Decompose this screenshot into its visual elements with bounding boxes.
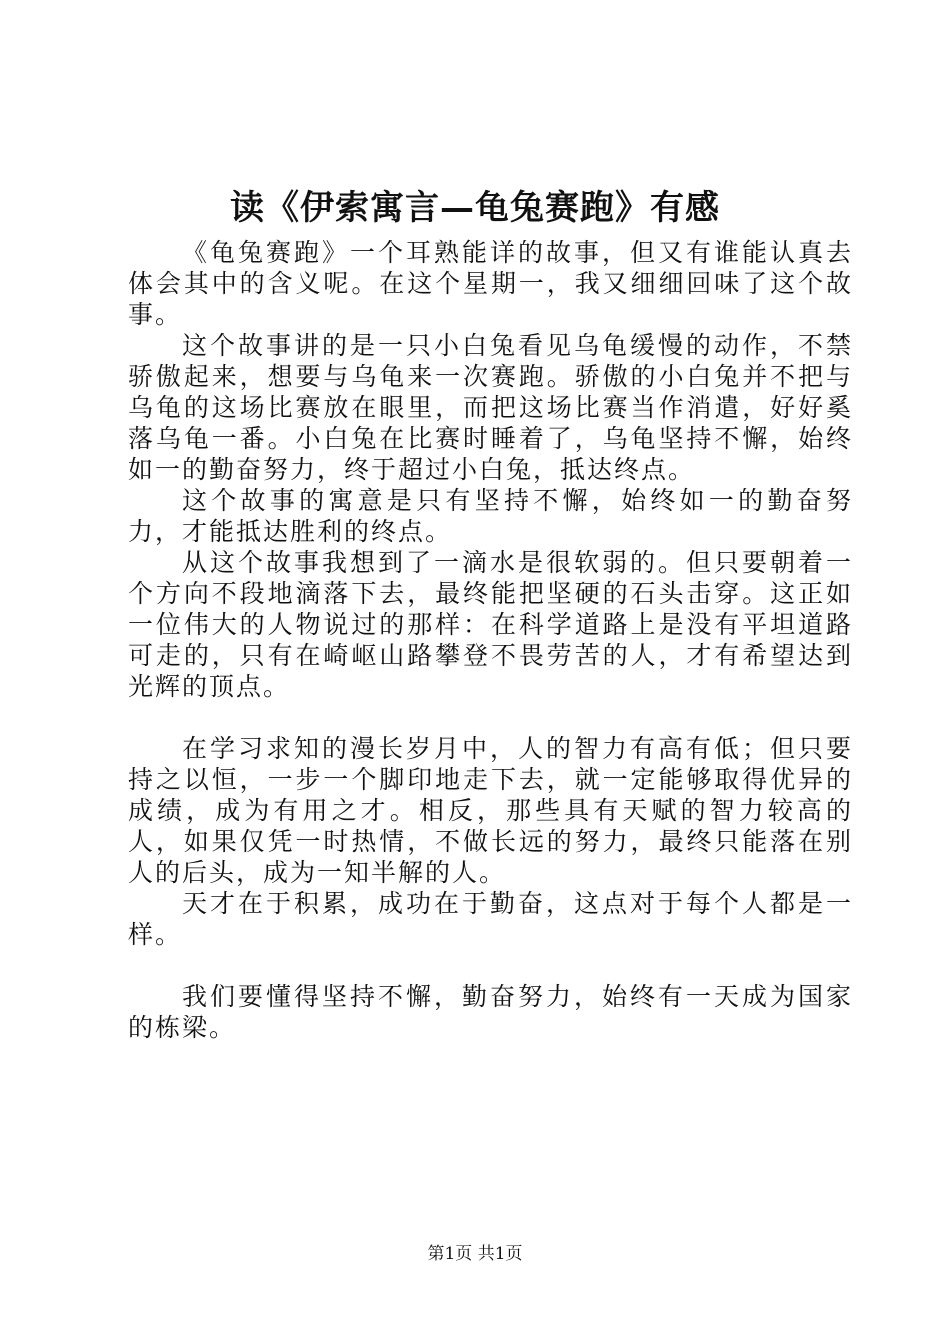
paragraph: 天才在于积累，成功在于勤奋，这点对于每个人都是一样。 [128, 889, 853, 949]
page-footer: 第1页 共1页 [427, 1244, 523, 1264]
document-body [128, 237, 853, 1043]
paragraph: 在学习求知的漫长岁月中，人的智力有高有低；但只要持之以恒，一步一个脚印地走下去，就一定能够取得优异的成绩，成为有用之才。相反，那些具有天赋的智力较高的人，如果仅凭一时热情，不做长远的努力，最终只能落在别人的后头，成为一知半解的人。 [128, 734, 853, 887]
document-title: 读《伊索寓言—龟兔赛跑》有感 [230, 188, 720, 228]
paragraph: 这个故事的寓意是只有坚持不懈，始终如一的勤奋努力，才能抵达胜利的终点。 [128, 486, 853, 546]
paragraph: 我们要懂得坚持不懈，勤奋努力，始终有一天成为国家的栋梁。 [128, 982, 853, 1042]
paragraph: 《龟兔赛跑》一个耳熟能详的故事，但又有谁能认真去体会其中的含义呢。在这个星期一，我又细细回味了这个故事。 [128, 238, 853, 329]
paragraph: 这个故事讲的是一只小白兔看见乌龟缓慢的动作，不禁骄傲起来，想要与乌龟来一次赛跑。骄傲的小白兔并不把与乌龟的这场比赛放在眼里，而把这场比赛当作消遣，好好奚落乌龟一番。小白兔在比赛时睡着了，乌龟坚持不懈，始终如一的勤奋努力，终于超过小白兔，抵达终点。 [128, 331, 853, 484]
paragraph: 从这个故事我想到了一滴水是很软弱的。但只要朝着一个方向不段地滴落下去，最终能把坚硬的石头击穿。这正如一位伟大的人物说过的那样：在科学道路上是没有平坦道路可走的，只有在崎岖山路攀登不畏劳苦的人，才有希望达到光辉的顶点。 [128, 548, 853, 701]
